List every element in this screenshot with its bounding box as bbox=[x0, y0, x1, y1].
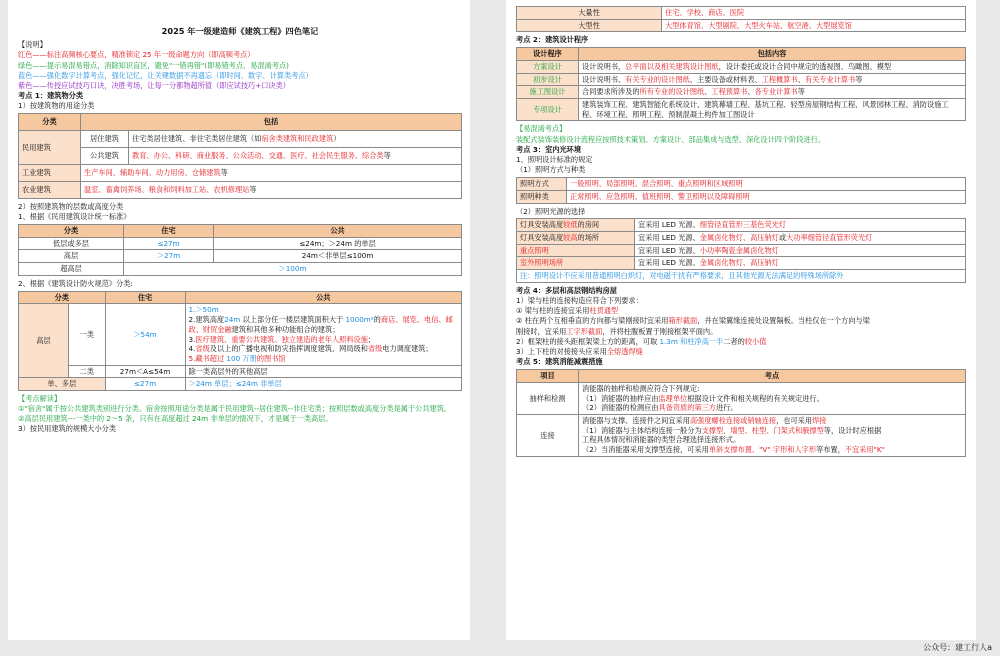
table-cell: 设计说明书，总平面以及相关建筑设计图纸，设计委托或设计合同中规定的透视图、鸟瞰图、模型 bbox=[579, 60, 966, 73]
legend-purple: 紫色——传授应试技巧口诀，决胜考场，让每一分都物超所值（即应试技巧+口诀类） bbox=[18, 80, 290, 90]
th: 公共 bbox=[185, 291, 461, 304]
cls1-cell: 一类 bbox=[69, 304, 106, 365]
res1-cell: ＞54m bbox=[105, 304, 185, 365]
table-cell: 连接 bbox=[517, 414, 579, 456]
th: 设计程序 bbox=[517, 48, 579, 61]
table-cell: 照明种类 bbox=[517, 190, 567, 203]
item-4: 4.省级及以上的广播电视和防灾指挥调度建筑、网局级和省级电力调度建筑； bbox=[188, 344, 433, 354]
th: 公共 bbox=[214, 225, 462, 238]
table-cell: 设计说明书、有关专业的设计图纸、主要设备或材料表、工程概算书、有关专业计算书等 bbox=[579, 73, 966, 86]
th: 分类 bbox=[19, 225, 124, 238]
table-cell: 住宅、学校、商店、医院 bbox=[662, 7, 966, 20]
pub1-cell bbox=[185, 304, 461, 365]
table-cell: 低层或多层 bbox=[19, 237, 124, 250]
res2-cell: 27m＜A≤54m bbox=[105, 365, 185, 378]
table-cell: 正常照明、应急照明、值班照明、警卫照明以及障碍照明 bbox=[567, 190, 966, 203]
item-2: 2.建筑高度24m 以上部分任一楼层建筑面积大于 1000m²的商店、展览、电信、邮政、财贸金融建筑和其他多种功能组合的建筑； bbox=[188, 315, 453, 334]
table-cell: 专项设计 bbox=[517, 99, 579, 121]
th: 考点 bbox=[579, 370, 966, 383]
table-cell: 大量性 bbox=[517, 7, 662, 20]
agr-content: 温室、畜禽饲养场、粮食和饲料加工站、农机修理站等 bbox=[81, 182, 462, 199]
th: 住宅 bbox=[105, 291, 185, 304]
s2b-heading: 2、根据《建筑设计防火规范》分类: bbox=[18, 278, 133, 288]
m6: 3）上下柱的对接接头应采用全熔透焊缝 bbox=[516, 347, 643, 357]
s1-heading: 1）按建筑物的用途分类 bbox=[18, 101, 95, 111]
table-cell: 宜采用 LED 光源、金属卤化物灯、高压钠灯或大功率细管径直管形荧光灯 bbox=[635, 231, 966, 244]
height-table-1 bbox=[18, 224, 462, 276]
legend-blue: 蓝色——强化数字计算考点，强化记忆，让关键数据不再遗忘（即时间、数字、计算类考点） bbox=[18, 70, 313, 80]
table-cell: 宜采用 LED 光源、小功率陶瓷金属卤化物灯 bbox=[635, 244, 966, 257]
res-cell: 居住建筑 bbox=[81, 131, 129, 148]
scale-table bbox=[516, 6, 966, 32]
res3-cell: ≤27m bbox=[105, 378, 185, 391]
m5: 2）框架柱的接头距框架梁上方的距离，可取 1.3m 和柱净高一半二者的较小值 bbox=[516, 336, 767, 346]
table-cell: 24m＜非单层≤100m bbox=[214, 250, 462, 263]
table-cell: 大型性 bbox=[517, 19, 662, 32]
civil-cell: 民用建筑 bbox=[19, 131, 81, 165]
table-cell: 超高层 bbox=[19, 263, 124, 276]
kp2-heading: 考点 2：建筑设计程序 bbox=[516, 35, 589, 45]
fire-code-table bbox=[18, 291, 462, 391]
tip-2: ②高层民用建筑---一类中的 2～5 条，只有在高度超过 24m 非单层的情况下，才是属于一类高层。 bbox=[18, 413, 333, 423]
m3: ② 柱在两个互相垂直的方向都与梁刚接时宜采用箱形截面，并在梁翼缘连接处设置隔板。当柱仅在一个方向与梁 bbox=[516, 316, 870, 326]
s2-heading: 2）按照建筑物的层数或高度分类 bbox=[18, 202, 124, 212]
pub2-cell: 除一类高层外的其他高层 bbox=[185, 365, 461, 378]
damper-table bbox=[516, 369, 966, 457]
tips-head: 【考点解读】 bbox=[18, 394, 62, 404]
table-cell: 建筑装饰工程、建筑智能化系统设计、建筑幕墙工程、基坑工程、轻型房屋钢结构工程、风景园林工程、消防设施工程、环境工程、照明工程、预制混凝土构件加工图设计 bbox=[579, 99, 966, 121]
low-cell: 单、多层 bbox=[19, 378, 106, 391]
easy-text: 装配式装饰装修设计流程应按照技术策划、方案设计、部品集成与选型、深化设计四个阶段进行。 bbox=[516, 134, 826, 144]
l1a-heading: （1）照明方式与种类 bbox=[516, 165, 586, 175]
footer-watermark: 公众号：建工行人a bbox=[923, 643, 992, 653]
table-cell: 宜采用 LED 光源、金属卤化物灯、高压钠灯 bbox=[635, 257, 966, 270]
ind-cell: 工业建筑 bbox=[19, 165, 81, 182]
table-cell: ≤24m；＞24m 的单层 bbox=[214, 237, 462, 250]
th-inc: 包括 bbox=[81, 114, 462, 131]
m1: 1）梁与柱的连接构造应符合下列要求： bbox=[516, 296, 643, 306]
table-cell: 宜采用 LED 光源、细管径直管形三基色荧光灯 bbox=[635, 219, 966, 232]
table-cell: 抽样和检测 bbox=[517, 382, 579, 414]
table-cell: 方案设计 bbox=[517, 60, 579, 73]
easy-head: 【易混淆考点】 bbox=[516, 124, 567, 134]
agr-cell: 农业建筑 bbox=[19, 182, 81, 199]
table-cell: 灯具安装高度较低的房间 bbox=[517, 219, 635, 232]
ind-content: 生产车间、辅助车间、动力用房、仓储建筑等 bbox=[81, 165, 462, 182]
right-page bbox=[506, 0, 976, 640]
table-cell: 大型体育馆、大型剧院、大型火车站、航空港、大型展览馆 bbox=[662, 19, 966, 32]
item-5: 5.藏书超过 100 万册的图书馆 bbox=[188, 353, 286, 363]
table-cell: 高层 bbox=[19, 250, 124, 263]
table-cell: ＞100m bbox=[124, 263, 462, 276]
table-cell: 合同要求所涉及的所有专业的设计图纸、工程预算书、各专业计算书等 bbox=[579, 86, 966, 99]
legend-red: 红色——标注高频核心要点，精准锁定 25 年一级命题方向（即高频考点） bbox=[18, 50, 255, 60]
th: 住宅 bbox=[124, 225, 214, 238]
pub-content: 教育、办公、科研、商业服务、公众活动、交通、医疗、社会民生服务、综合类等 bbox=[129, 148, 462, 165]
pub-cell: 公共建筑 bbox=[81, 148, 129, 165]
tip-1: ①"宿舍"属于按公共建筑类别进行分类。宿舍按照用途分类是属于民用建筑--居住建筑--非住宅类；按照层数或高度分类是属于公共建筑。 bbox=[18, 403, 452, 413]
kp4-heading: 考点 4：多层和高层钢结构房屋 bbox=[516, 285, 617, 295]
page-title: 2025 年一级建造师《建筑工程》四色笔记 bbox=[161, 26, 319, 36]
l1b-heading: （2）照明光源的选择 bbox=[516, 206, 586, 216]
table-cell: 初步设计 bbox=[517, 73, 579, 86]
res-content: 住宅类居住建筑、非住宅类居住建筑（如宿舍类建筑和民政建筑） bbox=[129, 131, 462, 148]
design-process-table bbox=[516, 47, 966, 121]
l1-heading: 1、照明设计标准的规定 bbox=[516, 155, 593, 165]
light-source-table bbox=[516, 218, 966, 283]
table-cell: 灯具安装高度较高的场所 bbox=[517, 231, 635, 244]
table-cell: 施工图设计 bbox=[517, 86, 579, 99]
m2: ① 梁与柱的连接宜采用柱贯通型 bbox=[516, 306, 619, 316]
kp3-heading: 考点 3：室内光环境 bbox=[516, 144, 582, 154]
th: 分类 bbox=[19, 291, 106, 304]
left-page bbox=[8, 0, 470, 640]
table-cell: 一般照明、局部照明、混合照明、重点照明和区域照明 bbox=[567, 178, 966, 191]
item-1: 1.＞50m bbox=[188, 305, 219, 315]
kp5-heading: 考点 5：建筑消能减震措施 bbox=[516, 357, 603, 367]
table-cell: 照明方式 bbox=[517, 178, 567, 191]
legend-green: 绿色——提示易混易错点，消除知识盲区，避免"一错再错"(即易错考点、易混淆考点) bbox=[18, 60, 289, 70]
legend-head: 【说明】 bbox=[18, 40, 47, 50]
s2a-heading: 1、根据《民用建筑设计统一标准》 bbox=[18, 212, 131, 222]
table-cell: 消能器与支撑、连接件之间宜采用高强度螺栓连接或销轴连接，也可采用焊接 （1）消能器与主体结构连接一般分为支撑型、墙型、柱型、门架式和腋撑型等，设计时应根据 工程具体情况和消能器的类型合理选择连接形式。 （2）当消能器采用支撑型连接，可采用单斜支撑布置、"V" 字形和人字形等布置，不宜采用"K" bbox=[579, 414, 966, 456]
th-cat: 分类 bbox=[19, 114, 81, 131]
item-3: 3.医疗建筑、重要公共建筑、独立建造的老年人照料设施； bbox=[188, 334, 376, 344]
high-cell: 高层 bbox=[19, 304, 69, 378]
table-cell: 重点照明 bbox=[517, 244, 635, 257]
pub3-cell: ＞24m 单层；≤24m 非单层 bbox=[185, 378, 461, 391]
table-cell: ＞27m bbox=[124, 250, 214, 263]
table-cell: 室外照明场所 bbox=[517, 257, 635, 270]
cls2-cell: 二类 bbox=[69, 365, 106, 378]
kp1-heading: 考点 1：建筑物分类 bbox=[18, 91, 84, 101]
lighting-type-table bbox=[516, 177, 966, 203]
m4: 刚接时，宜采用工字形截面，并将柱腹板置于刚接框架平面内。 bbox=[516, 326, 718, 336]
use-classification-table bbox=[18, 113, 462, 199]
table-cell: 消能器的抽样和检测应符合下列规定: （1）消能器的抽样应由监理单位根据设计文件和相关规程的有关规定进行。 （2）消能器的检测应由具备资质的第三方进行。 bbox=[579, 382, 966, 414]
table-note: 注：照明设计不应采用普通照明白炽灯，对电磁干扰有严格要求，且其他光源无法满足的特殊场所除外 bbox=[517, 270, 966, 283]
table-cell: ≤27m bbox=[124, 237, 214, 250]
s3-heading: 3）按民用建筑的规模大小分类 bbox=[18, 423, 117, 433]
th: 包括内容 bbox=[579, 48, 966, 61]
th: 项目 bbox=[517, 370, 579, 383]
